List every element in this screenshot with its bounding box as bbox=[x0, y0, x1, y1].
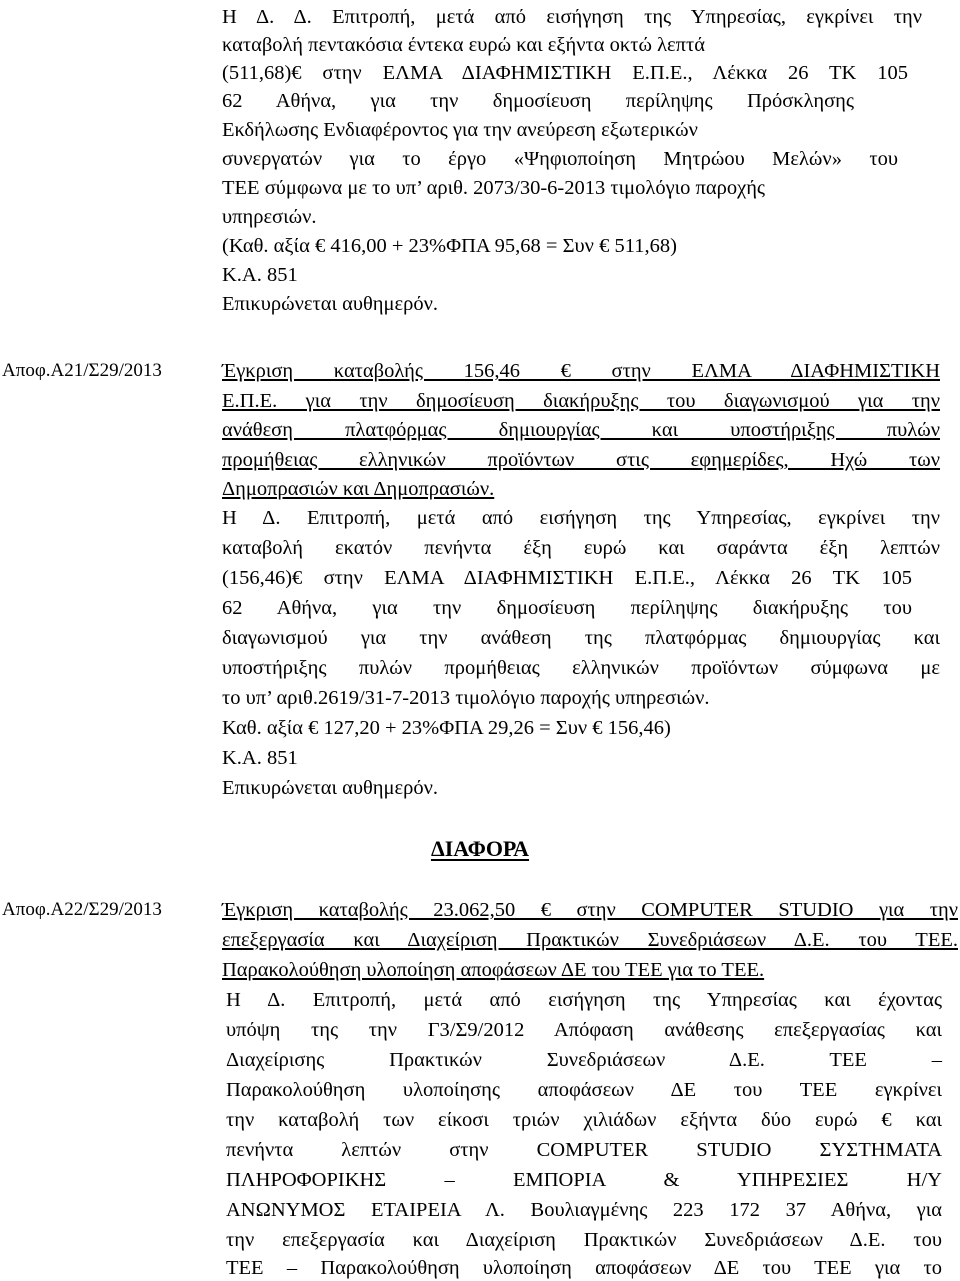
ratification-note: Επικυρώνεται αυθημερόν. bbox=[222, 777, 438, 799]
paragraph-line: 62 Αθήνα, για την δημοσίευση περίληψης Πρόσκλησης bbox=[222, 90, 854, 112]
paragraph-line: την καταβολή των είκοσι τριών χιλιάδων εξήντα δύο ευρώ € και bbox=[226, 1109, 942, 1131]
paragraph-line: την επεξεργασία και Διαχείριση Πρακτικών Συνεδριάσεων Δ.Ε. του bbox=[226, 1229, 942, 1251]
section-heading: ΔΙΑΦΟΡΑ bbox=[430, 836, 530, 861]
title-line: προμήθειας ελληνικών προϊόντων στις εφημερίδες, Ηχώ των bbox=[222, 449, 940, 471]
ratification-note: Επικυρώνεται αυθημερόν. bbox=[222, 293, 438, 315]
paragraph-line: Εκδήλωσης Ενδιαφέροντος για την ανεύρεση εξωτερικών bbox=[222, 119, 698, 141]
paragraph-line: Η Δ. Επιτροπή, μετά από εισήγηση της Υπηρεσίας, εγκρίνει την bbox=[222, 507, 940, 529]
title-line: Παρακολούθηση υλοποίηση αποφάσεων ΔΕ του ΤΕΕ για το ΤΕΕ. bbox=[222, 959, 765, 981]
decision-number: Αποφ.Α21/Σ29/2013 bbox=[2, 360, 162, 381]
paragraph-line: υπηρεσιών. bbox=[222, 206, 317, 228]
title-line: Έγκριση καταβολής 23.062,50 € στην COMPUTER STUDIO για την bbox=[222, 899, 958, 921]
title-line: επεξεργασία και Διαχείριση Πρακτικών Συνεδριάσεων Δ.Ε. του ΤΕΕ. bbox=[222, 929, 958, 951]
decision-number: Αποφ.Α22/Σ29/2013 bbox=[2, 899, 162, 920]
paragraph-line: ΠΛΗΡΟΦΟΡΙΚΗΣ – ΕΜΠΟΡΙΑ & ΥΠΗΡΕΣΙΕΣ Η/Υ bbox=[226, 1169, 942, 1191]
paragraph-line: πενήντα λεπτών στην COMPUTER STUDIO ΣΥΣΤΗΜΑΤΑ bbox=[226, 1139, 942, 1161]
paragraph-line: (156,46)€ στην ΕΛΜΑ ΔΙΑΦΗΜΙΣΤΙΚΗ Ε.Π.Ε., Λέκκα 26 ΤΚ 105 bbox=[222, 567, 912, 589]
paragraph-line: Διαχείρισης Πρακτικών Συνεδριάσεων Δ.Ε. ΤΕΕ – bbox=[226, 1049, 942, 1071]
paragraph-line: το υπ’ αριθ.2619/31-7-2013 τιμολόγιο παροχής υπηρεσιών. bbox=[222, 687, 710, 709]
paragraph-line: Η Δ. Δ. Επιτροπή, μετά από εισήγηση της Υπηρεσίας, εγκρίνει την bbox=[222, 6, 922, 28]
paragraph-line: υποστήριξης πυλών προμήθειας ελληνικών προϊόντων σύμφωνα με bbox=[222, 657, 940, 679]
paragraph-line: ΤΕΕ σύμφωνα με το υπ’ αριθ. 2073/30-6-2013 τιμολόγιο παροχής bbox=[222, 177, 766, 199]
paragraph-line: καταβολή πεντακόσια έντεκα ευρώ και εξήντα οκτώ λεπτά bbox=[222, 34, 705, 56]
paragraph-line: Η Δ. Επιτροπή, μετά από εισήγηση της Υπηρεσίας και έχοντας bbox=[226, 989, 942, 1011]
amount-line: Καθ. αξία € 127,20 + 23%ΦΠΑ 29,26 = Συν € 156,46) bbox=[222, 717, 671, 739]
account-code: Κ.Α. 851 bbox=[222, 747, 298, 769]
paragraph-line: Παρακολούθηση υλοποίησης αποφάσεων ΔΕ του ΤΕΕ εγκρίνει bbox=[226, 1079, 942, 1101]
title-line: ανάθεση πλατφόρμας δημιουργίας και υποστήριξης πυλών bbox=[222, 419, 940, 441]
title-line: Έγκριση καταβολής 156,46 € στην ΕΛΜΑ ΔΙΑΦΗΜΙΣΤΙΚΗ bbox=[222, 360, 940, 382]
paragraph-line: ΑΝΩΝΥΜΟΣ ΕΤΑΙΡΕΙΑ Λ. Βουλιαγμένης 223 172 37 Αθήνα, για bbox=[226, 1199, 942, 1221]
paragraph-line: 62 Αθήνα, για την δημοσίευση περίληψης διακήρυξης του bbox=[222, 597, 912, 619]
paragraph-line: (Καθ. αξία € 416,00 + 23%ΦΠΑ 95,68 = Συν € 511,68) bbox=[222, 235, 677, 257]
title-line: Δημοπρασιών και Δημοπρασιών. bbox=[222, 478, 495, 500]
account-code: Κ.Α. 851 bbox=[222, 264, 298, 286]
paragraph-line: (511,68)€ στην ΕΛΜΑ ΔΙΑΦΗΜΙΣΤΙΚΗ Ε.Π.Ε., Λέκκα 26 ΤΚ 105 bbox=[222, 62, 908, 84]
paragraph-line: υπόψη της την Γ3/Σ9/2012 Απόφαση ανάθεσης επεξεργασίας και bbox=[226, 1019, 942, 1041]
paragraph-line: διαγωνισμού για την ανάθεση της πλατφόρμας δημιουργίας και bbox=[222, 627, 940, 649]
paragraph-line: καταβολή εκατόν πενήντα έξη ευρώ και σαράντα έξη λεπτών bbox=[222, 537, 940, 559]
paragraph-line: ΤΕΕ – Παρακολούθηση υλοποίηση αποφάσεων ΔΕ του ΤΕΕ για το bbox=[226, 1257, 942, 1279]
paragraph-line: συνεργατών για το έργο «Ψηφιοποίηση Μητρώου Μελών» του bbox=[222, 148, 898, 170]
title-line: Ε.Π.Ε. για την δημοσίευση διακήρυξης του διαγωνισμού για την bbox=[222, 390, 940, 412]
